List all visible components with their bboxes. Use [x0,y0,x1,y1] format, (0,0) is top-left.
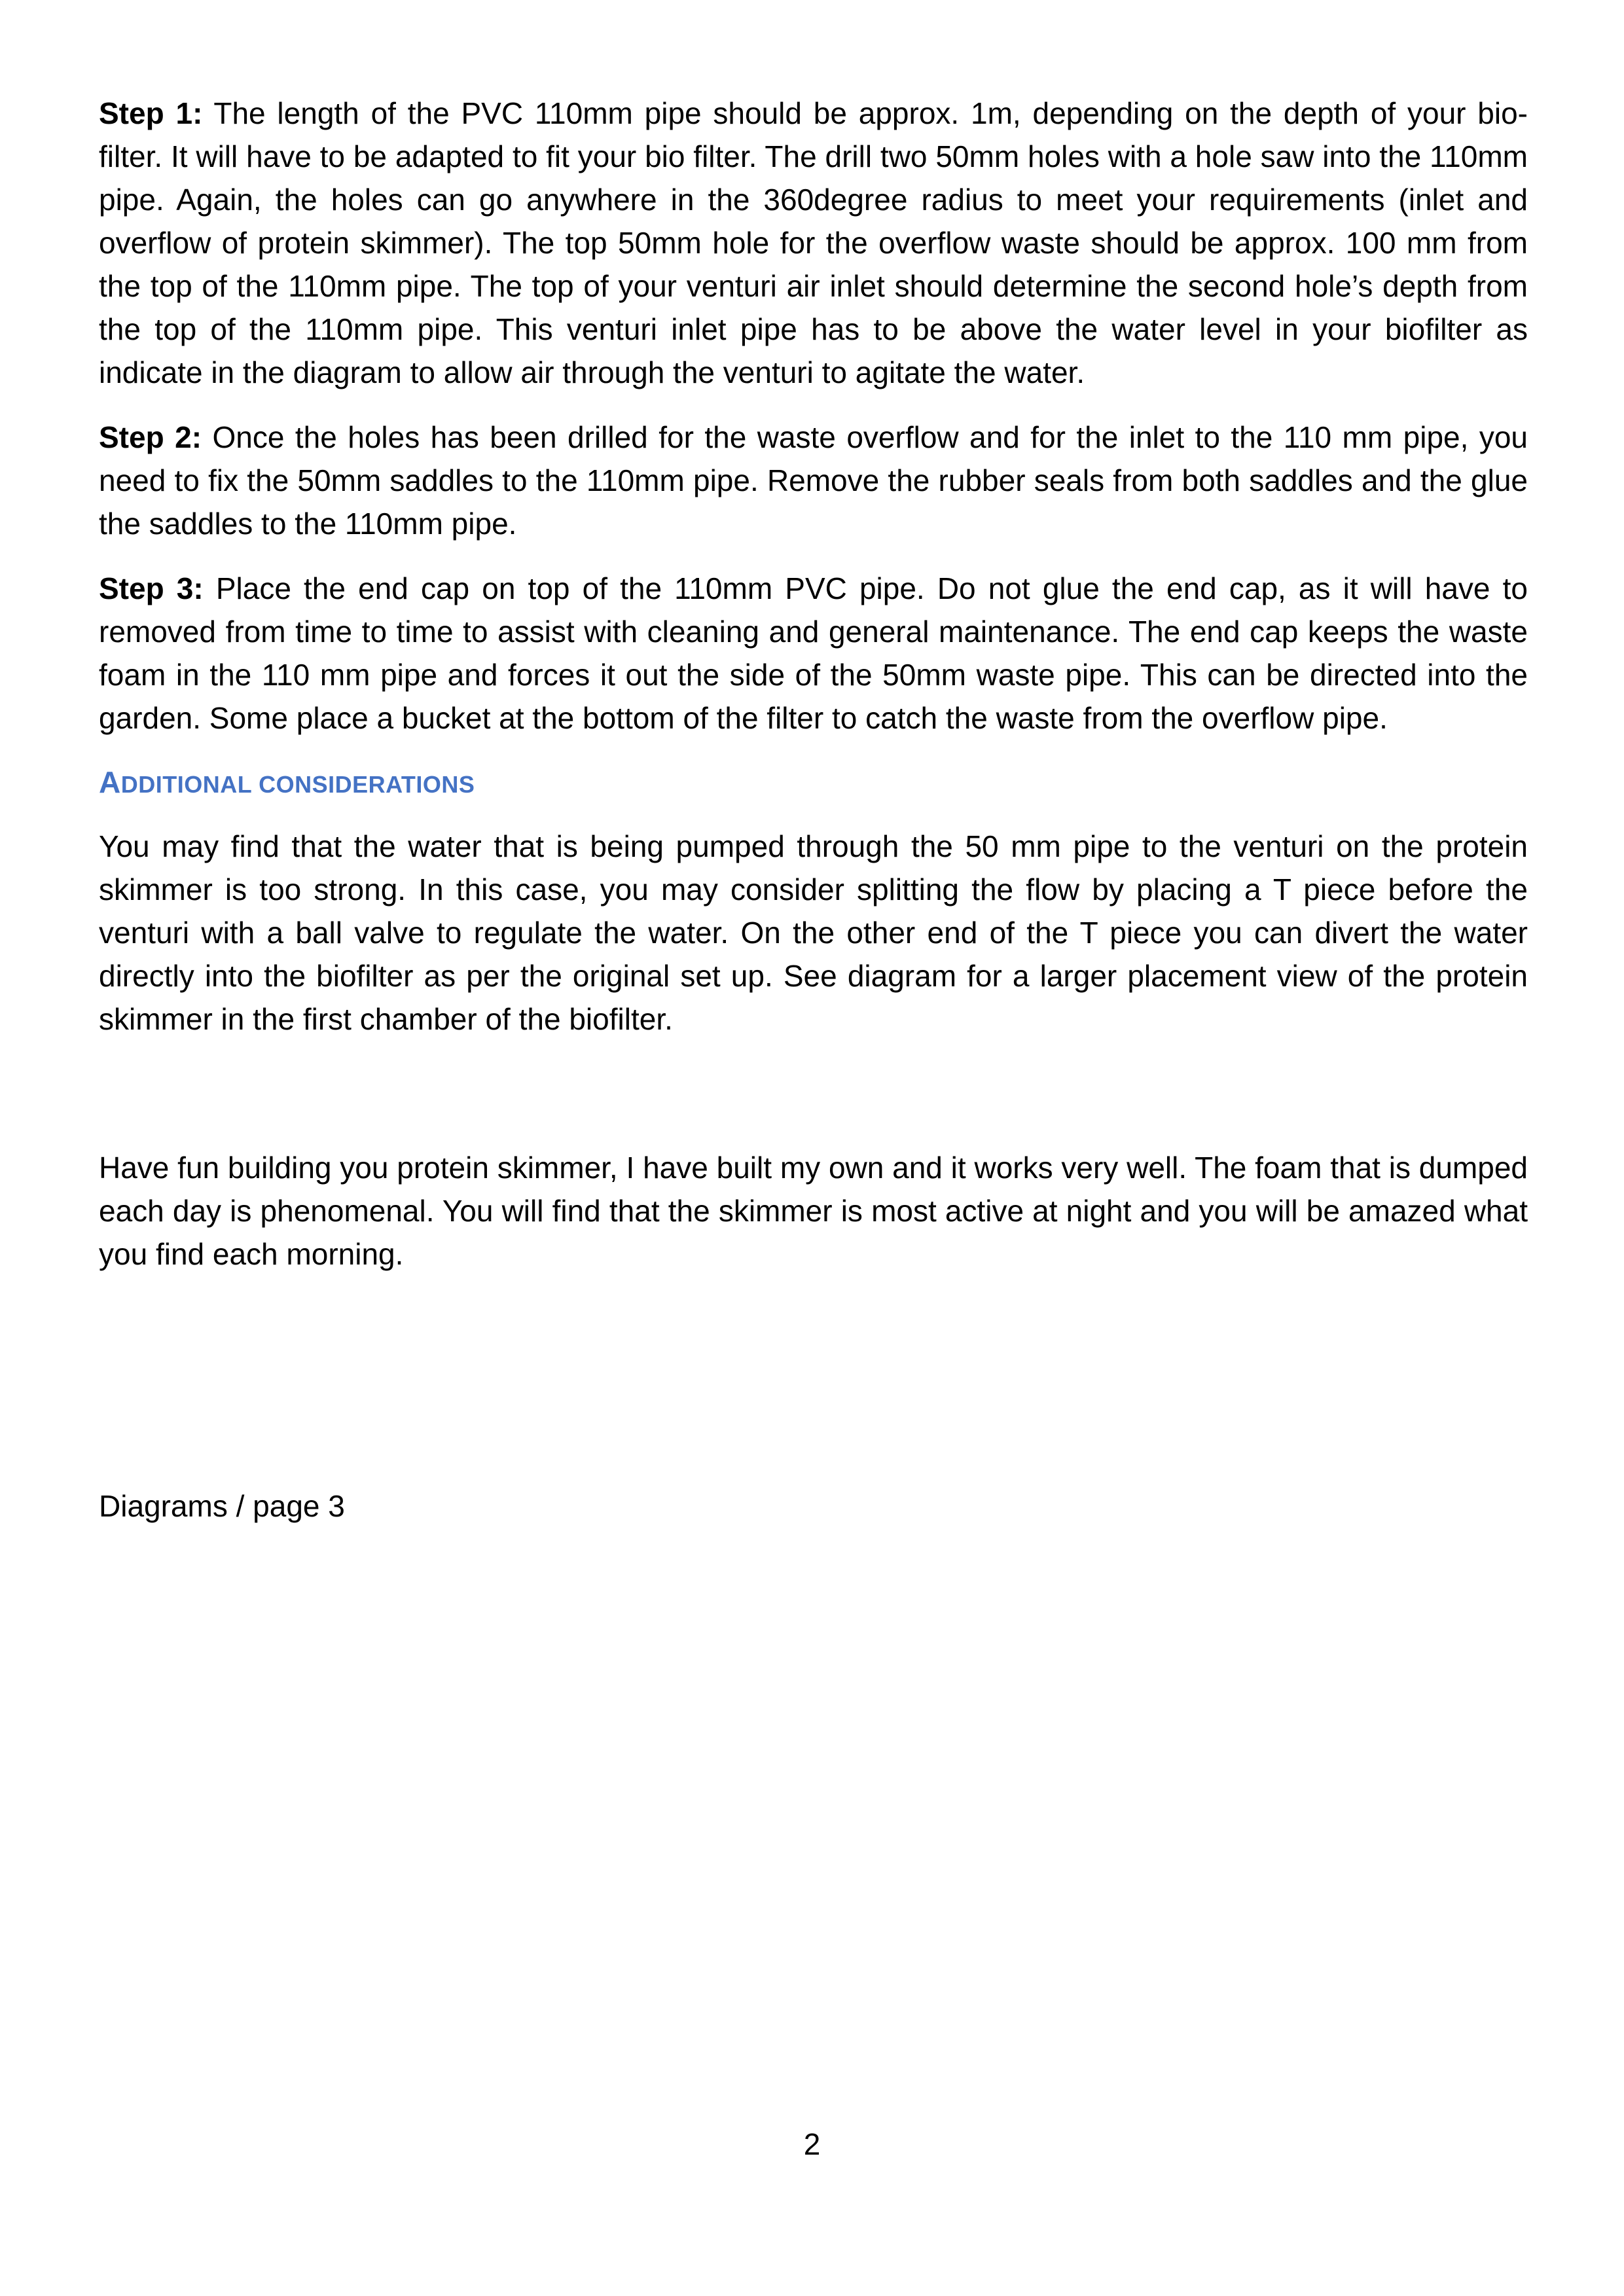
heading-rest: DDITIONAL CONSIDERATIONS [120,771,475,798]
step-3-text: Place the end cap on top of the 110mm PVC pipe. Do not glue the end cap, as it will have to removed from time to time to assist with cleaning and general maintenance. The end cap keeps the waste foam in the 110 mm pipe and forces it out the side of the 50mm waste pipe. This can be directed into the garden. Some place a bucket at the bottom of the filter to catch the waste from the overflow pipe. [99,571,1528,735]
step-2-paragraph [99,416,1528,545]
step-1-paragraph [99,92,1528,394]
document-body [99,92,1528,1297]
step-1-text: The length of the PVC 110mm pipe should be approx. 1m, depending on the depth of your bio-filter. It will have to be adapted to fit your bio filter. The drill two 50mm holes with a hole saw into the 110mm pipe. Again, the holes can go anywhere in the 360degree radius to meet your requirements (inlet and overflow of protein skimmer). The top 50mm hole for the overflow waste should be approx. 100 mm from the top of the 110mm pipe. The top of your venturi air inlet should determine the second hole’s depth from the top of the 110mm pipe. This venturi inlet pipe has to be above the water level in your biofilter as indicate in the diagram to allow air through the venturi to agitate the water. [99,96,1528,389]
additional-considerations-heading [99,766,1528,801]
step-2-text: Once the holes has been drilled for the waste overflow and for the inlet to the 110 mm pipe, you need to fix the 50mm saddles to the 110mm pipe. Remove the rubber seals from both saddles and the glue the saddles to the 110mm pipe. [99,420,1528,541]
step-2-label: Step 2: [99,420,202,454]
step-1-label: Step 1: [99,96,203,130]
closing-paragraph: Have fun building you protein skimmer, I have built my own and it works very well. The foam that is dumped each day is phenomenal. You will find that the skimmer is most active at night and you will be amazed what you find each morning. [99,1151,1528,1271]
additional-considerations-paragraph: You may find that the water that is being pumped through the 50 mm pipe to the venturi on the protein skimmer is too strong. In this case, you may consider splitting the flow by placing a T piece before the venturi with a ball valve to regulate the water. On the other end of the T piece you can divert the water directly into the biofilter as per the original set up. See diagram for a larger placement view of the protein skimmer in the first chamber of the biofilter. [99,829,1528,1036]
diagrams-reference: Diagrams / page 3 [99,1489,345,1523]
page-number: 2 [803,2127,821,2161]
heading-initial: A [99,765,121,799]
step-3-paragraph [99,567,1528,740]
step-3-label: Step 3: [99,571,204,605]
